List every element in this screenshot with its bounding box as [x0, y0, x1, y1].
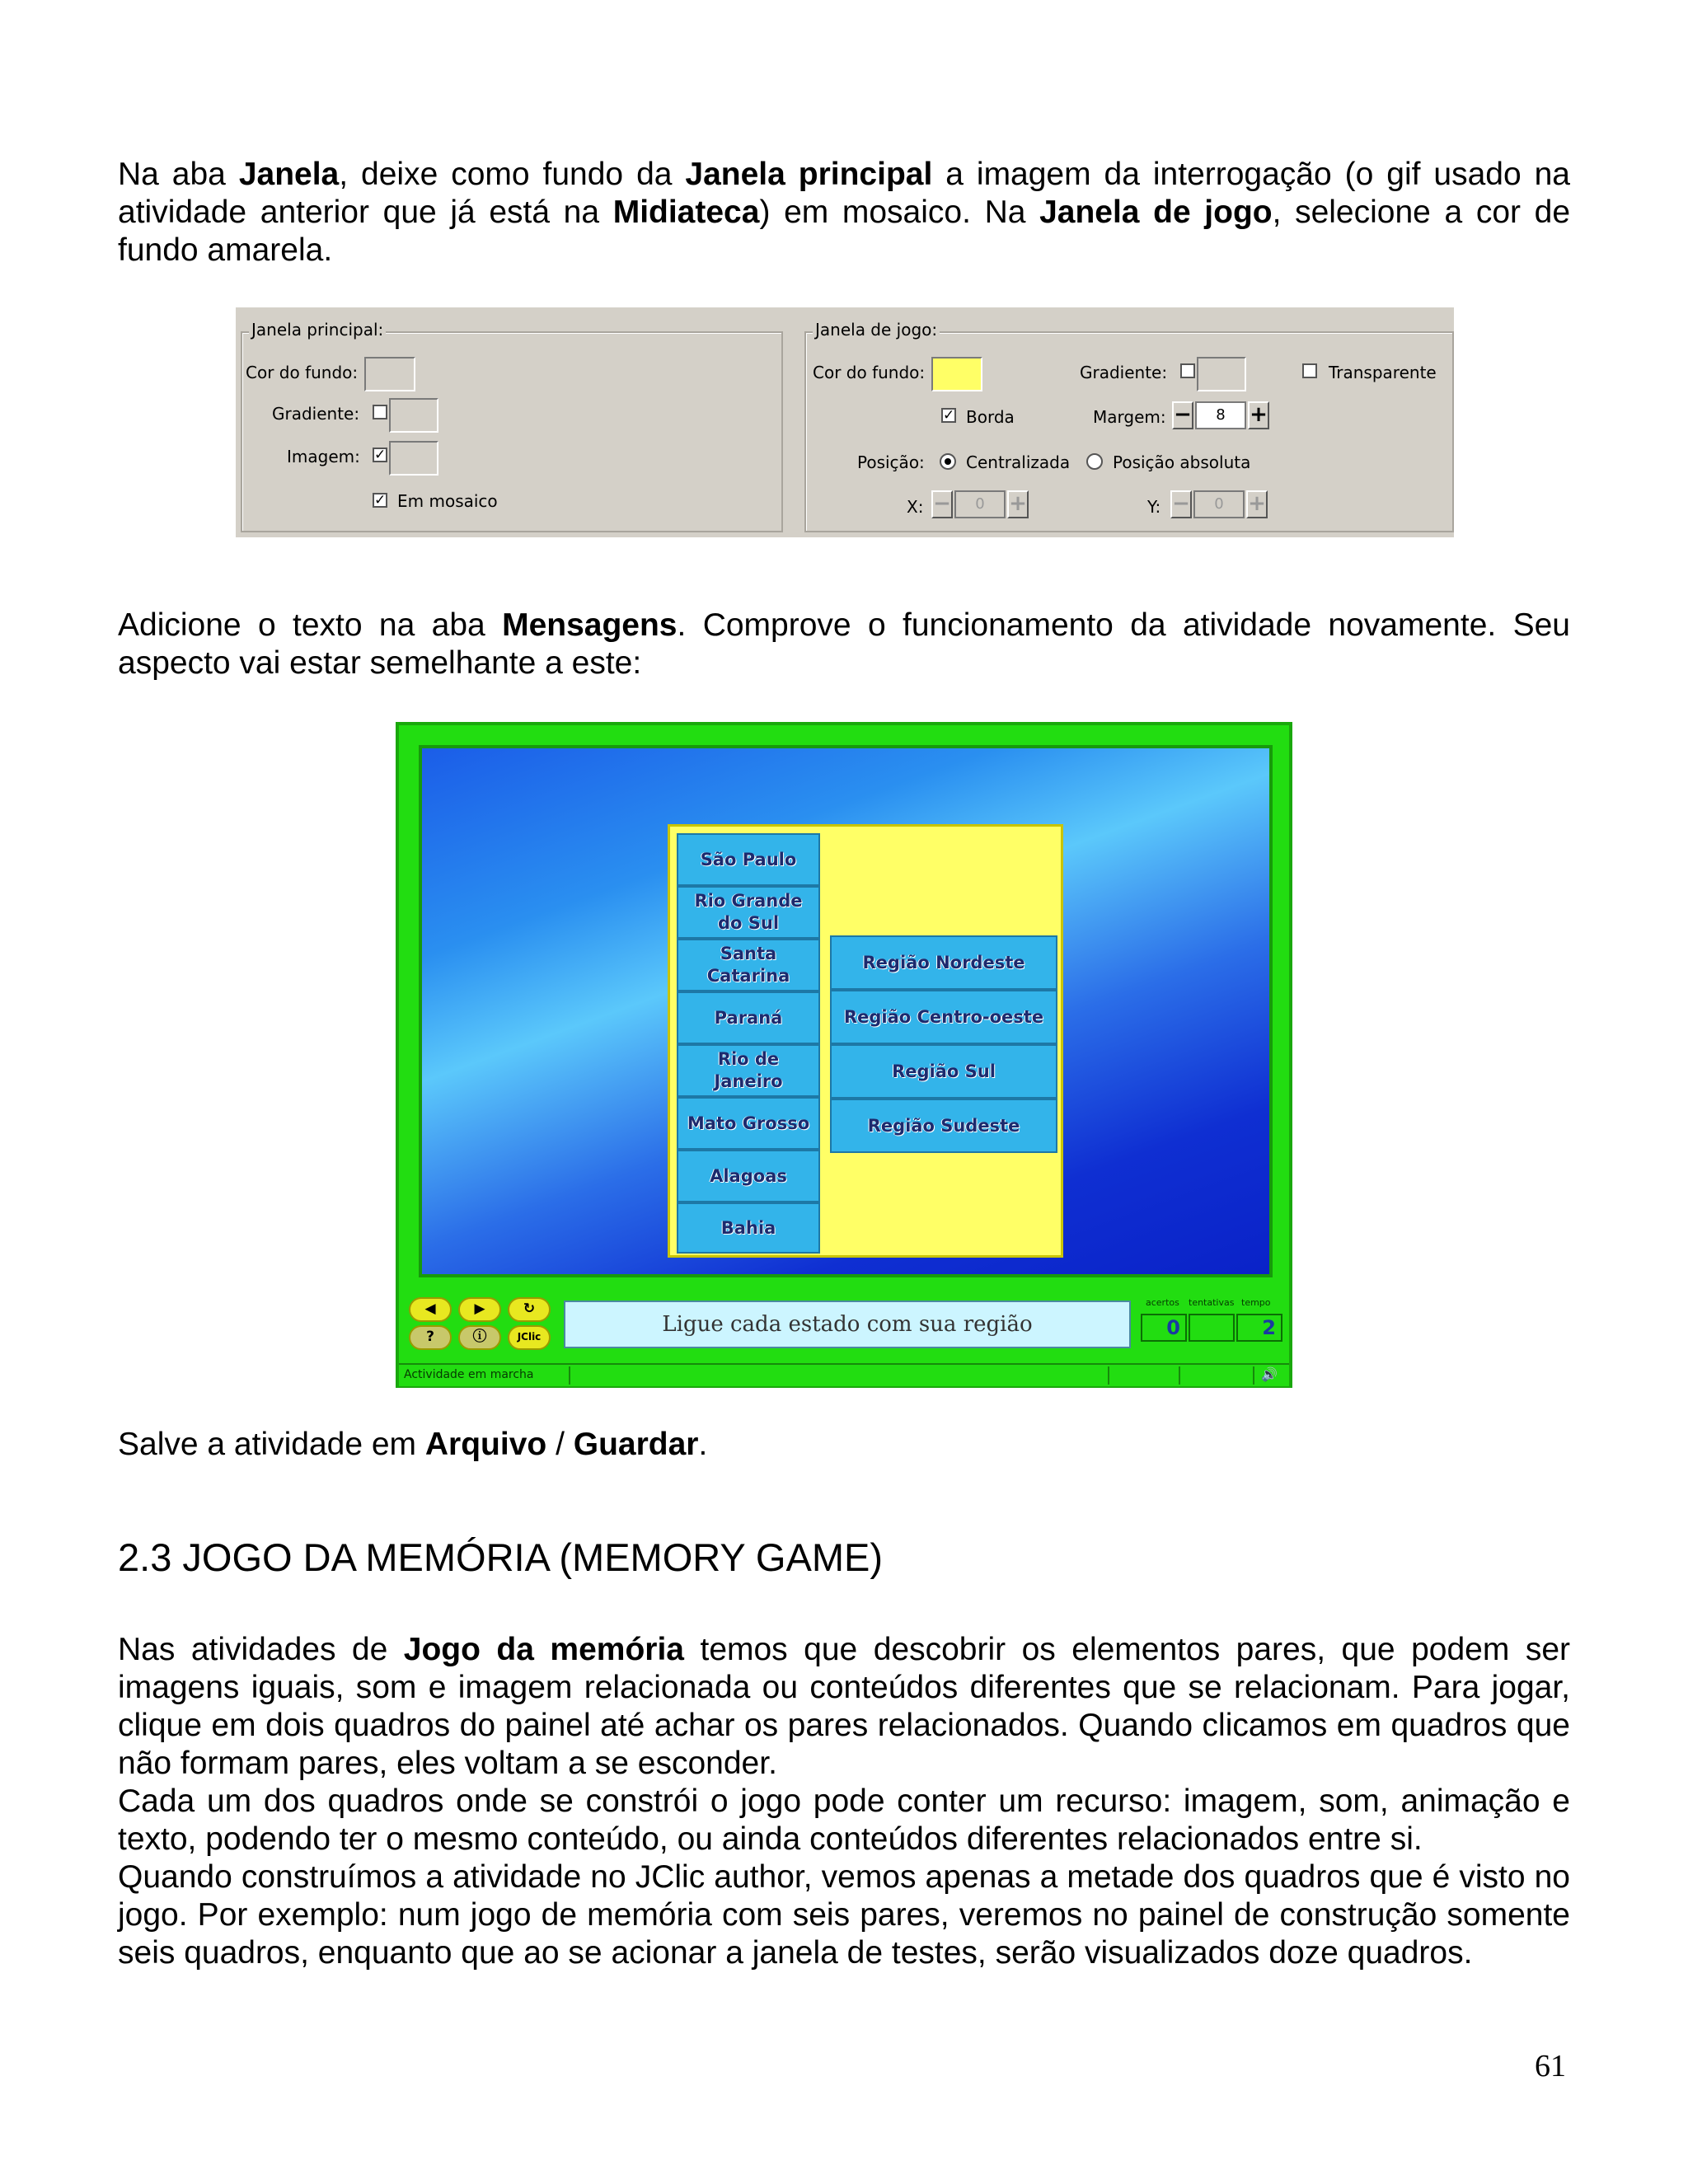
main-gradient-label: Gradiente:: [272, 404, 360, 424]
game-window-group: [804, 320, 1454, 532]
y-value-field[interactable]: 0: [1193, 490, 1245, 518]
reset-activity-button[interactable]: ↻: [508, 1297, 551, 1322]
hits-counter-label: acertos: [1146, 1297, 1179, 1308]
hits-counter: 0: [1141, 1314, 1187, 1342]
game-bg-color-label: Cor do fundo:: [813, 363, 926, 382]
position-label: Posição:: [857, 452, 925, 472]
mosaic-label: Em mosaico: [397, 491, 498, 511]
status-text: Actividade em marcha: [404, 1368, 534, 1381]
page-number: 61: [1535, 2049, 1566, 2083]
window-settings-panel: [236, 307, 1454, 537]
region-cell[interactable]: Região Nordeste: [830, 935, 1057, 990]
margin-increment-button[interactable]: +: [1248, 401, 1269, 429]
game-board: [668, 824, 1063, 1258]
y-label: Y:: [1147, 497, 1161, 517]
main-gradient-swatch[interactable]: [389, 398, 438, 433]
x-value-field[interactable]: 0: [954, 490, 1006, 518]
main-image-label: Imagem:: [287, 447, 360, 466]
state-cell[interactable]: Rio Grande do Sul: [677, 886, 820, 939]
main-gradient-checkbox[interactable]: [373, 405, 387, 419]
transparent-label: Transparente: [1329, 363, 1437, 382]
paragraph-author: Quando construímos a atividade no JClic author, vemos apenas a metade dos quadros que é visto no jogo. Por exemplo: num jogo de memória com seis pares, veremos no painel de construção somente seis quadros, enquanto que ao se acionar a janela de testes, serão visualizados doze quadros.: [118, 1859, 1570, 1971]
sound-icon[interactable]: 🔊: [1261, 1366, 1278, 1382]
paragraph-intro: Na aba Janela, deixe como fundo da Janela principal a imagem da interrogação (o gif usado na atividade anterior que já está na Midiateca) em mosaico. Na Janela de jogo, selecione a cor de fundo amarela.: [118, 157, 1571, 268]
x-decrement-button[interactable]: −: [931, 490, 953, 518]
status-separator: [1253, 1366, 1254, 1385]
message-box: Ligue cada estado com sua região: [564, 1301, 1131, 1348]
info-button[interactable]: ⓘ: [458, 1325, 501, 1350]
margin-value-field[interactable]: 8: [1195, 401, 1246, 429]
section-heading: 2.3 JOGO DA MEMÓRIA (MEMORY GAME): [118, 1535, 883, 1579]
centered-label: Centralizada: [966, 452, 1071, 472]
y-decrement-button[interactable]: −: [1170, 490, 1192, 518]
paragraph-save: Salve a atividade em Arquivo / Guardar.: [118, 1427, 708, 1462]
game-stage: [419, 745, 1273, 1277]
margin-decrement-button[interactable]: −: [1172, 401, 1193, 429]
main-image-swatch[interactable]: [389, 441, 438, 476]
status-bar: [399, 1363, 1289, 1386]
main-window-group: [241, 320, 783, 532]
paragraph-memory-game-intro: Nas atividades de Jogo da memória temos que descobrir os elementos pares, que podem ser imagens iguais, som e imagem relacionada ou conteúdos diferentes que se relacionam. Para jogar, clique em dois quadros do painel até achar os pares relacionados. Quando clicamos em quadros que não formam pares, eles voltam a se esconder.: [118, 1632, 1570, 1781]
state-cell[interactable]: Alagoas: [677, 1150, 820, 1202]
time-counter-label: tempo: [1241, 1297, 1271, 1308]
status-separator: [1179, 1366, 1180, 1385]
status-separator: [1108, 1366, 1109, 1385]
y-increment-button[interactable]: +: [1246, 490, 1268, 518]
state-cell[interactable]: Paraná: [677, 991, 820, 1044]
absolute-position-radio[interactable]: [1086, 453, 1103, 470]
player-control-bar: [406, 1294, 1286, 1353]
region-cell[interactable]: Região Sul: [830, 1044, 1057, 1099]
time-counter: 2: [1236, 1314, 1282, 1342]
x-increment-button[interactable]: +: [1007, 490, 1029, 518]
tries-counter: [1189, 1314, 1235, 1342]
region-cell[interactable]: Região Centro-oeste: [830, 990, 1057, 1044]
main-bg-color-label: Cor do fundo:: [246, 363, 359, 382]
mosaic-checkbox[interactable]: ✓: [374, 492, 387, 509]
previous-activity-button[interactable]: ◀: [409, 1297, 452, 1322]
paragraph-resources: Cada um dos quadros onde se constrói o jogo pode conter um recurso: imagem, som, animação e texto, podendo ter o mesmo conteúdo, ou ainda conteúdos diferentes relacionados entre si.: [118, 1783, 1570, 1857]
main-bg-color-swatch[interactable]: [364, 357, 415, 391]
game-gradient-label: Gradiente:: [1080, 363, 1168, 382]
game-bg-color-swatch[interactable]: [931, 357, 982, 391]
jclic-about-button[interactable]: JClic: [508, 1325, 551, 1350]
game-window-legend: Janela de jogo:: [813, 320, 940, 340]
absolute-position-label: Posição absoluta: [1113, 452, 1251, 472]
border-label: Borda: [966, 407, 1015, 427]
state-cell[interactable]: Bahia: [677, 1202, 820, 1254]
next-activity-button[interactable]: ▶: [458, 1297, 501, 1322]
jclic-player-window: [396, 722, 1292, 1388]
state-cell[interactable]: Rio de Janeiro: [677, 1044, 820, 1097]
status-separator: [569, 1366, 570, 1385]
paragraph-messages: Adicione o texto na aba Mensagens. Comprove o funcionamento da atividade novamente. Seu aspecto vai estar semelhante a este:: [118, 607, 1570, 681]
state-cell[interactable]: Mato Grosso: [677, 1097, 820, 1150]
game-gradient-swatch[interactable]: [1197, 357, 1246, 391]
border-checkbox[interactable]: ✓: [943, 407, 955, 424]
transparent-checkbox[interactable]: [1302, 363, 1317, 378]
game-gradient-checkbox[interactable]: [1180, 363, 1195, 378]
main-window-legend: Janela principal:: [249, 320, 386, 340]
margin-label: Margem:: [1093, 407, 1166, 427]
tries-counter-label: tentativas: [1189, 1297, 1235, 1308]
region-cell[interactable]: Região Sudeste: [830, 1099, 1057, 1153]
state-cell[interactable]: São Paulo: [677, 833, 820, 886]
centered-radio[interactable]: [940, 453, 956, 470]
state-cell[interactable]: Santa Catarina: [677, 939, 820, 991]
x-label: X:: [907, 497, 924, 517]
main-image-checkbox[interactable]: ✓: [374, 447, 387, 463]
help-button[interactable]: ?: [409, 1325, 452, 1350]
